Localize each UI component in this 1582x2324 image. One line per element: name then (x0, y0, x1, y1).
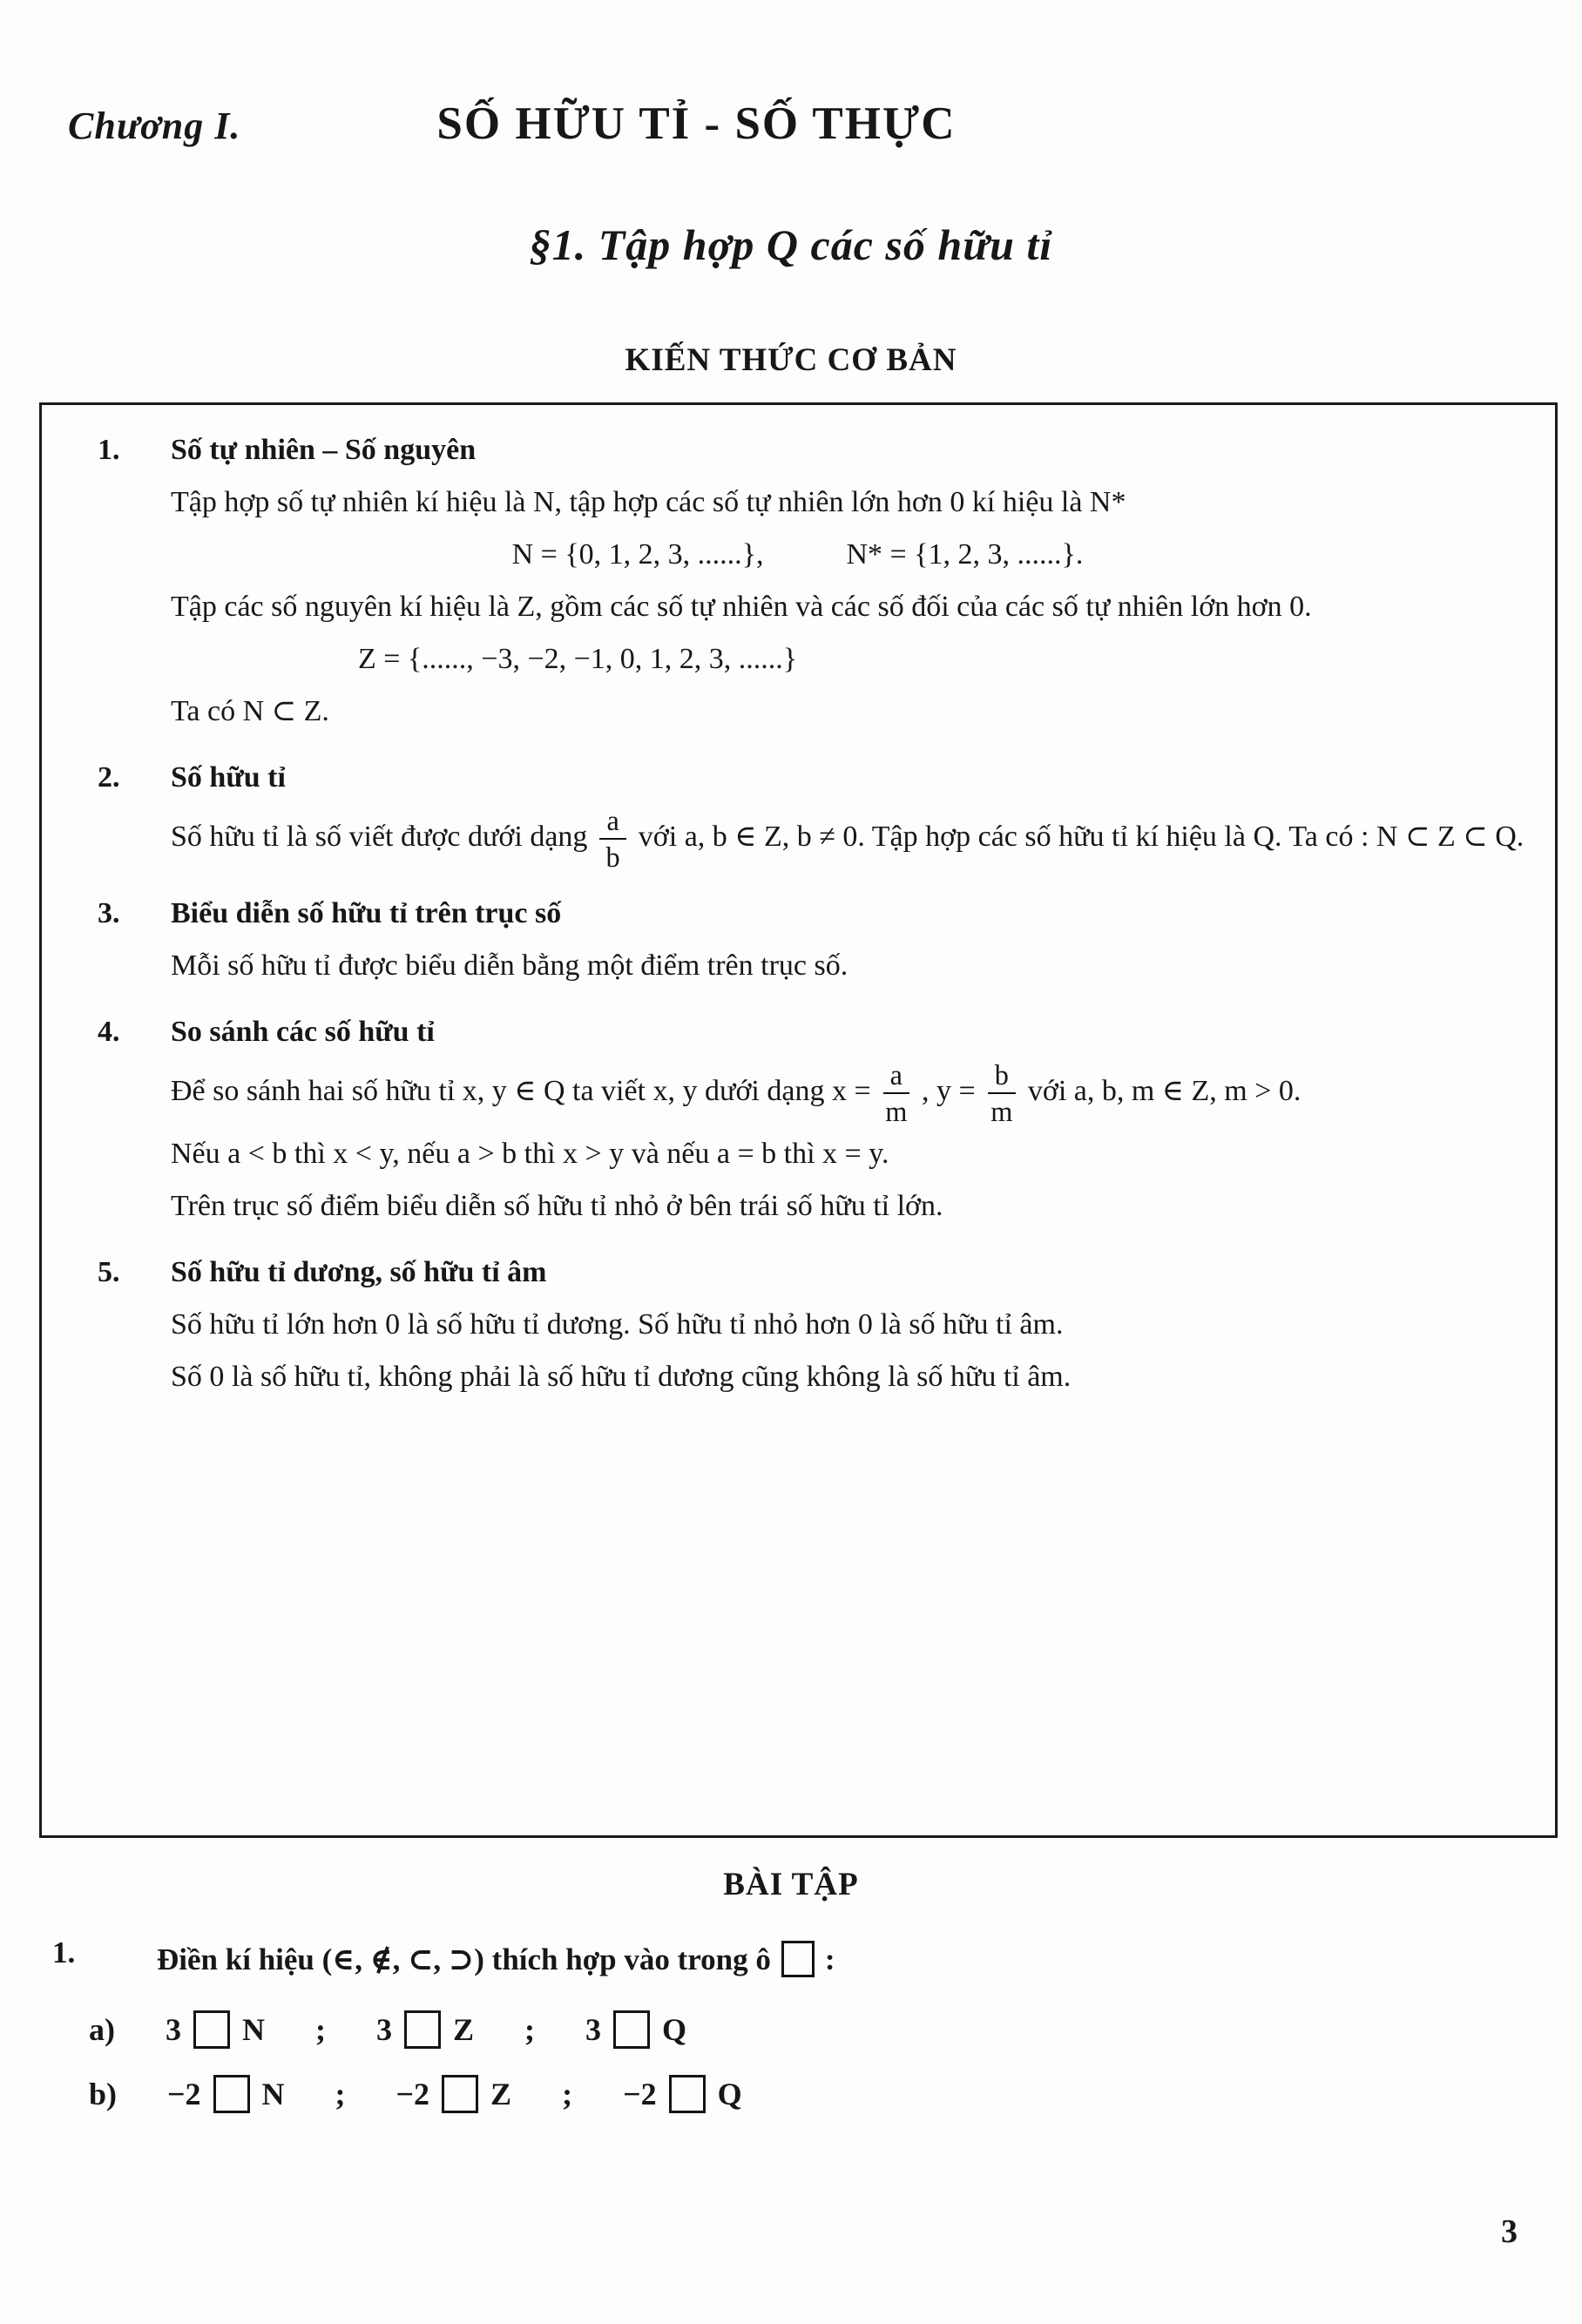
knowledge-box (39, 402, 1558, 1838)
item-number: 1. (98, 434, 120, 466)
fraction-denominator: m (990, 1096, 1013, 1128)
page-title: SỐ HỮU TỈ - SỐ THỰC (436, 98, 957, 149)
text-segment: với a, b ∈ Z, b ≠ 0. Tập hợp các số hữu tỉ kí hiệu là Q. Ta có : N ⊂ Z ⊂ Q. (638, 820, 1525, 853)
page-number: 3 (1501, 2213, 1518, 2250)
exercise-row-b (89, 2075, 1530, 2113)
item-number: 2. (98, 761, 120, 794)
set-symbol: Q (717, 2077, 742, 2111)
answer-box (669, 2075, 706, 2113)
answer-group (167, 2075, 285, 2113)
chapter-label: Chương I. (68, 105, 241, 147)
knowledge-item-2 (42, 752, 1529, 874)
answer-box (442, 2075, 478, 2113)
paragraph: Tập các số nguyên kí hiệu là Z, gồm các số tự nhiên và các số đối của các số tự nhiên lớn hơn 0. (171, 591, 1312, 623)
value: 3 (376, 2012, 392, 2047)
answer-group (585, 2010, 686, 2049)
exercise-1 (0, 1936, 1530, 2113)
knowledge-item-4 (42, 1006, 1529, 1233)
item-title: Biểu diễn số hữu tỉ trên trục số (171, 897, 562, 930)
answer-group (623, 2075, 742, 2113)
knowledge-item-3 (42, 888, 1529, 992)
paragraph: Trên trục số điểm biểu diễn số hữu tỉ nhỏ ở bên trái số hữu tỉ lớn. (171, 1190, 943, 1223)
item-title: Số tự nhiên – Số nguyên (171, 434, 477, 466)
text-segment: : (824, 1942, 835, 1976)
formula-line (171, 529, 1529, 581)
item-title: Số hữu tỉ dương, số hữu tỉ âm (171, 1256, 547, 1289)
paragraph: Ta có N ⊂ Z. (171, 695, 329, 727)
formula-n: N = {0, 1, 2, 3, ......}, (511, 538, 764, 571)
answer-box (213, 2075, 250, 2113)
paragraph-with-fraction (171, 1058, 1529, 1128)
answer-group (376, 2010, 474, 2049)
fraction-a-b (599, 804, 625, 874)
knowledge-heading: KIẾN THỨC CƠ BẢN (625, 342, 957, 378)
answer-group (396, 2075, 512, 2113)
item-number: 5. (98, 1256, 120, 1289)
item-title: So sánh các số hữu tỉ (171, 1016, 435, 1049)
paragraph: Mỗi số hữu tỉ được biểu diễn bằng một điểm trên trục số. (171, 949, 848, 983)
value: −2 (623, 2077, 657, 2111)
text-segment: Để so sánh hai số hữu tỉ x, y ∈ Q ta viết x, y dưới dạng x = (171, 1075, 871, 1108)
separator: ; (562, 2077, 573, 2111)
separator: ; (524, 2012, 536, 2047)
knowledge-item-1 (42, 424, 1529, 738)
set-symbol: Z (490, 2077, 512, 2111)
fraction-denominator: b (605, 841, 620, 874)
separator: ; (315, 2012, 326, 2047)
fraction-numerator: a (599, 804, 625, 840)
exercise-number: 1. (52, 1936, 76, 1969)
paragraph: Số 0 là số hữu tỉ, không phải là số hữu tỉ dương cũng không là số hữu tỉ âm. (171, 1361, 1072, 1394)
text-segment: , y = (922, 1075, 976, 1108)
knowledge-item-5 (42, 1246, 1529, 1403)
fraction-b-m (988, 1058, 1016, 1128)
answer-box-icon (781, 1941, 815, 1977)
text-segment: Số hữu tỉ là số viết được dưới dạng (171, 820, 588, 853)
text-segment: với a, b, m ∈ Z, m > 0. (1027, 1075, 1301, 1108)
row-label: a) (89, 2012, 115, 2047)
answer-group (166, 2010, 265, 2049)
answer-box (613, 2010, 650, 2049)
exercise-row-a (89, 2010, 1530, 2049)
separator: ; (335, 2077, 346, 2111)
fraction-a-m (883, 1058, 909, 1128)
exercise-prompt (157, 1936, 1530, 1984)
page-header (68, 98, 1547, 150)
item-title: Số hữu tỉ (171, 761, 286, 794)
answer-box (193, 2010, 230, 2049)
fraction-numerator: b (988, 1058, 1016, 1094)
fraction-numerator: a (883, 1058, 909, 1094)
formula-n-star: N* = {1, 2, 3, ......}. (846, 538, 1084, 571)
value: 3 (585, 2012, 602, 2047)
value: 3 (166, 2012, 181, 2047)
exercises-heading: BÀI TẬP (723, 1867, 859, 1902)
row-label: b) (89, 2077, 118, 2111)
set-symbol: Q (662, 2012, 687, 2047)
fraction-denominator: m (885, 1096, 908, 1128)
section-title: §1. Tập hợp Q các số hữu tỉ (529, 220, 1053, 269)
paragraph-with-fraction (171, 804, 1529, 874)
set-symbol: Z (453, 2012, 475, 2047)
text-segment: Điền kí hiệu (∈, ∉, ⊂, ⊃) thích hợp vào trong ô (157, 1942, 771, 1976)
set-symbol: N (261, 2077, 285, 2111)
value: −2 (396, 2077, 430, 2111)
item-number: 3. (98, 897, 120, 930)
paragraph: Nếu a < b thì x < y, nếu a > b thì x > y và nếu a = b thì x = y. (171, 1138, 889, 1171)
answer-box (404, 2010, 441, 2049)
set-symbol: N (242, 2012, 265, 2047)
paragraph: Số hữu tỉ lớn hơn 0 là số hữu tỉ dương. Số hữu tỉ nhỏ hơn 0 là số hữu tỉ âm. (171, 1308, 1064, 1341)
formula-z: Z = {......, −3, −2, −1, 0, 1, 2, 3, ......} (358, 643, 798, 675)
value: −2 (167, 2077, 201, 2111)
item-number: 4. (98, 1016, 120, 1049)
paragraph: Tập hợp số tự nhiên kí hiệu là N, tập hợp các số tự nhiên lớn hơn 0 kí hiệu là N* (171, 486, 1126, 518)
